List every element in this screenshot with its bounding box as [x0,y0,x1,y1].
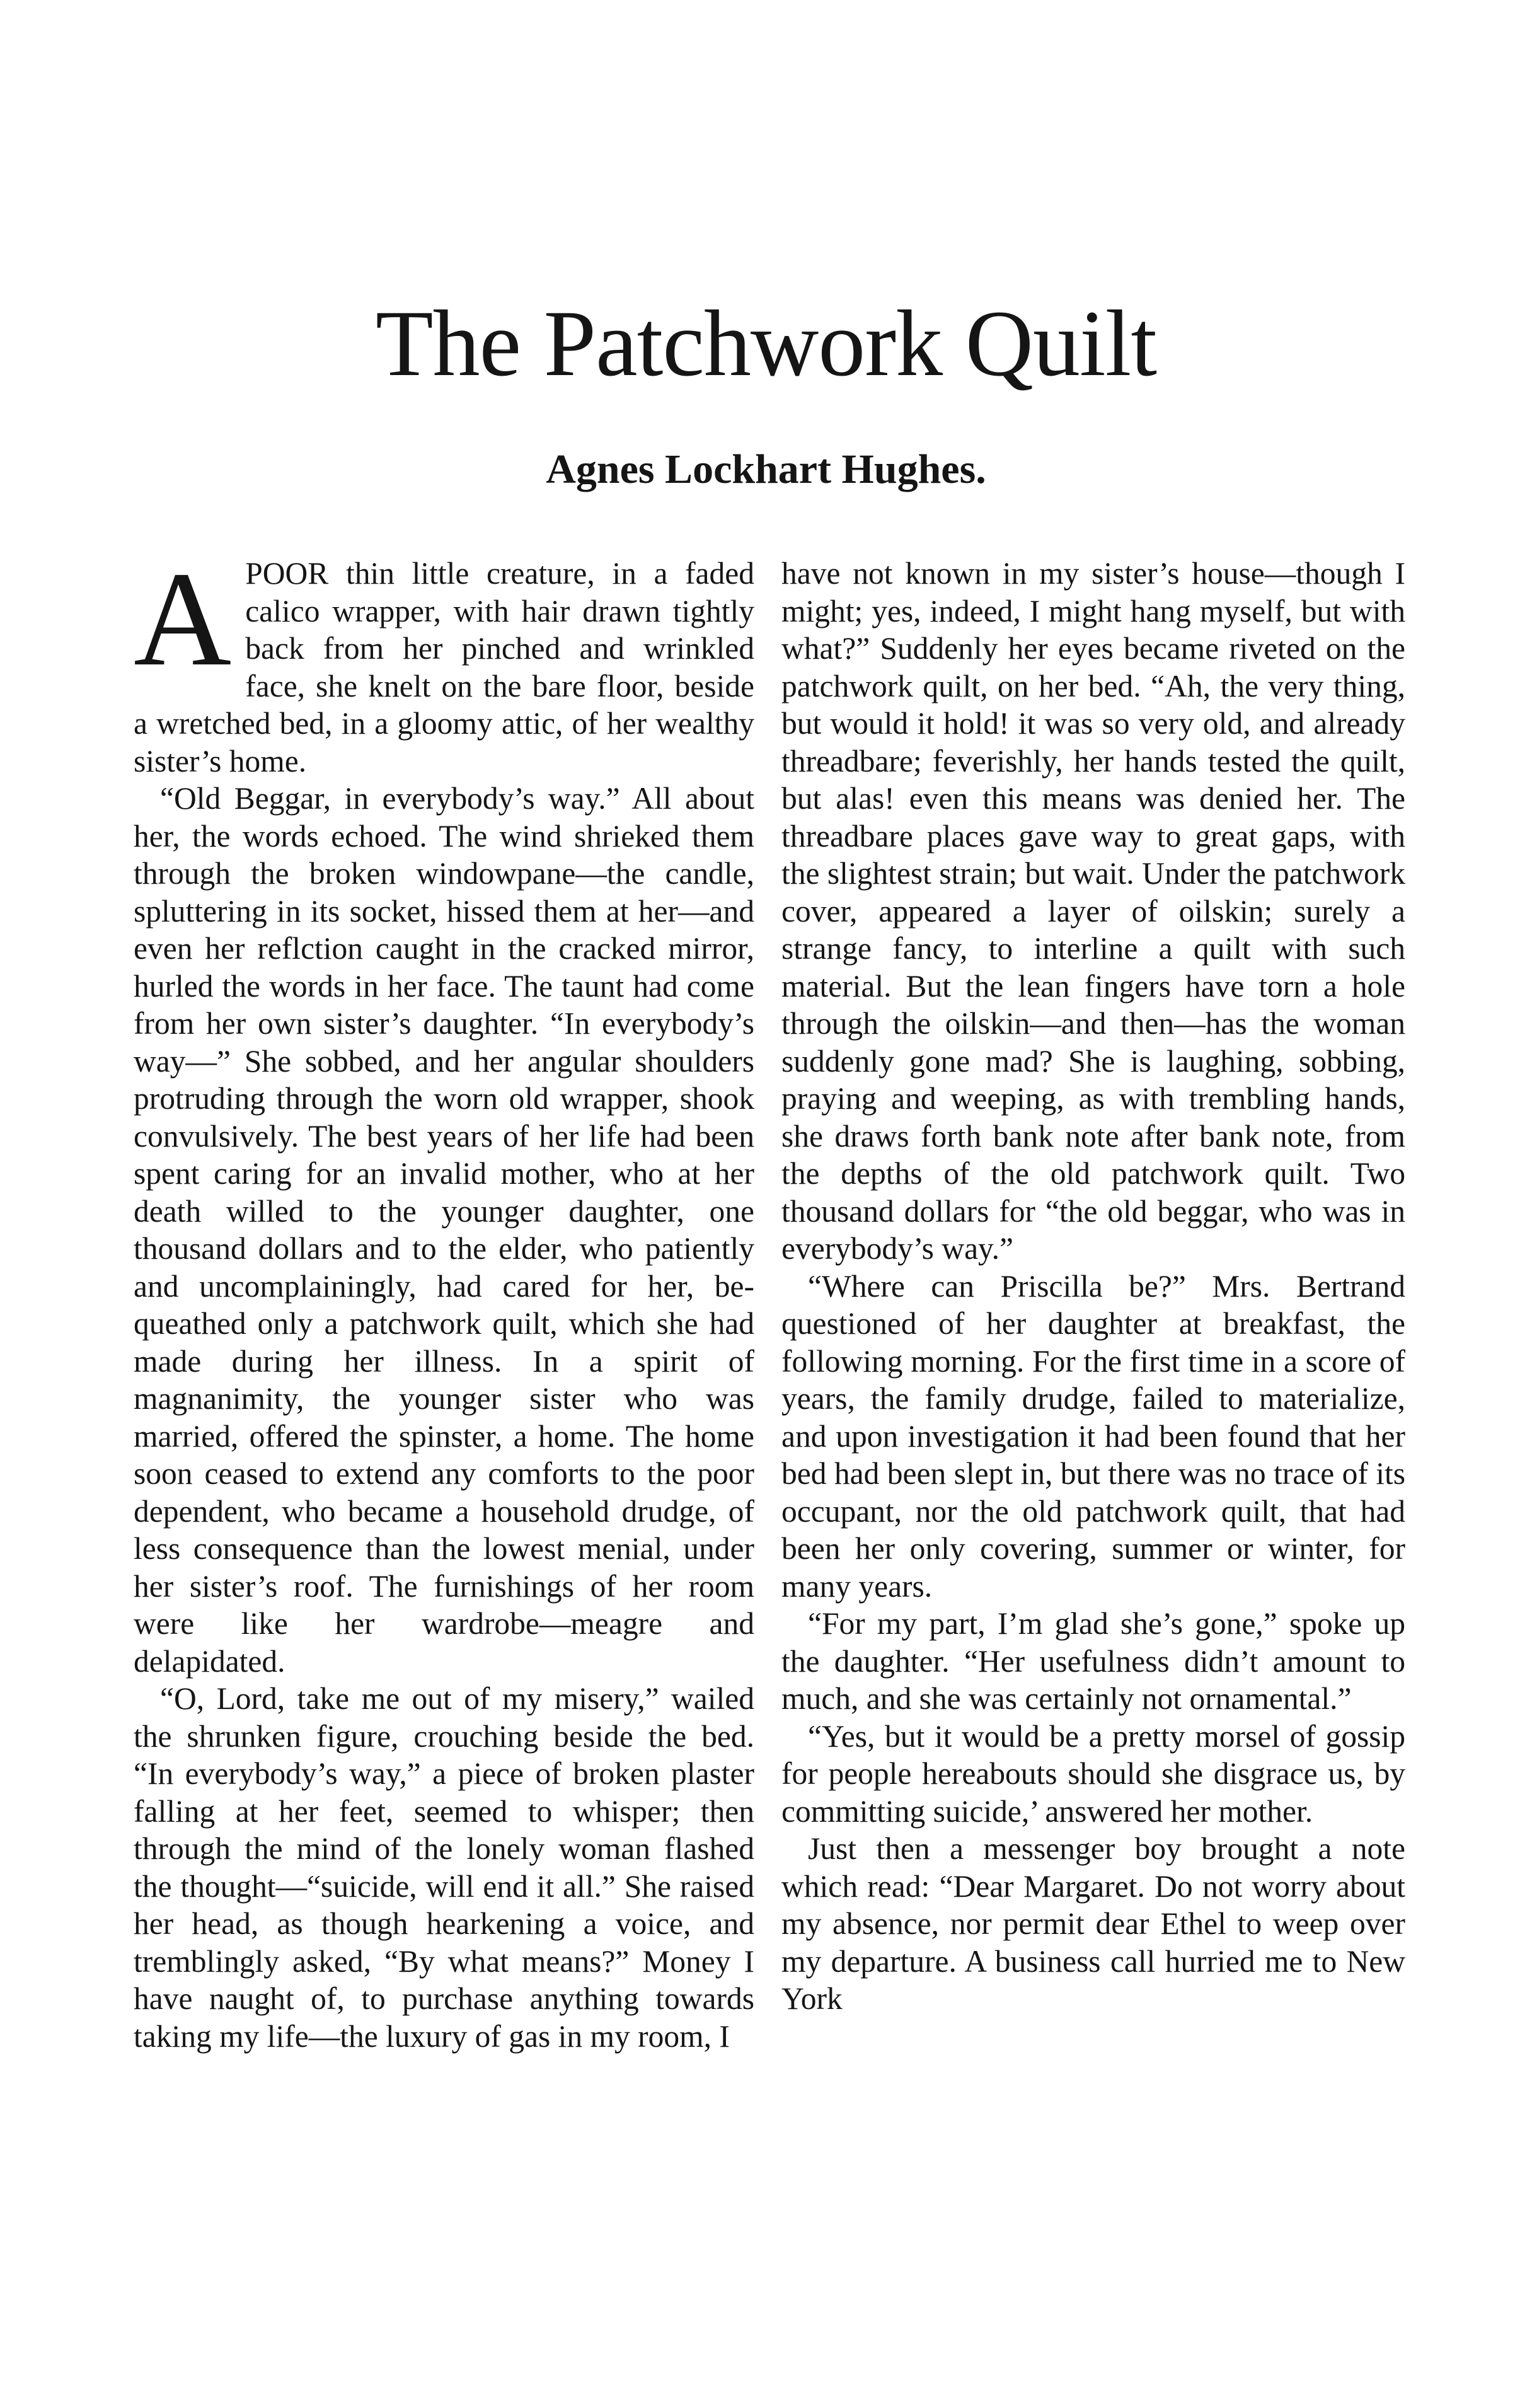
paragraph-7: Just then a messenger boy brought a note which read: “Dear Margaret. Do not worry about my absence, nor permit dear Ethel to weep over my departure. A business call hurried me to New York [781,1831,1405,2016]
paragraph-1 [134,543,754,780]
paragraph-5: “For my part, I’m glad she’s gone,” spoke up the daughter. “Her usefulness didn’t amount to much, and she was certainly not ornamental.” [781,1606,1405,1716]
paragraph-1-text: POOR thin little creature, in a faded calico wrapper, with hair drawn tightly back from her pinched and wrinkled face, she knelt on the bare floor, beside a wretched bed, in a gloomy attic, of her wealthy sister’s home. [134,556,754,779]
article-author: Agnes Lockhart Hughes. [546,446,986,492]
paragraph-3-continued: have not known in my sister’s house—though I might; yes, indeed, I might hang myself, but with what?” Suddenly her eyes became riveted on the patchwork quilt, on her bed. “Ah, the very thing, but would it hold! it was so very old, and already threadbare; feverishly, her hands tested the quilt, but alas! even this means was denied her. The threadbare places gave way to great gaps, with the slightest strain; but wait. Under the patchwork cover, appeared a layer of oilskin; surely a strange fancy, to interline a quilt with such material. But the lean fingers have torn a hole through the oilskin—and then—has the woman suddenly gone mad? She is laughing, sobbing, praying and weeping, as with trembling hands, she draws forth bank note after bank note, from the depths of the old patchwork quilt. Two thousand dollars for “the old beggar, who was in everybody’s way.” [781,556,1405,1266]
paragraph-6: “Yes, but it would be a pretty morsel of gossip for people hereabouts should she disgrace us, by committing suicide,’ answered her mother. [781,1718,1405,1829]
article-title: The Patchwork Quilt [375,291,1157,396]
left-column [134,543,754,2055]
paragraph-3: “O, Lord, take me out of my misery,” wailed the shrunken figure, crouching beside the bed. “In everybody’s way,” a piece of broken plaster falling at her feet, seemed to whisper; then through the mind of the lonely woman flashed the thought—“suicide, will end it all.” She raised her head, as though hearkening a voice, and tremblingly asked, “By what means?” Money I have naught of, to purchase anything towards taking my life—the luxury of gas in my room, I [134,1681,754,2054]
drop-cap: A [134,543,232,694]
paragraph-4: “Where can Priscilla be?” Mrs. Bertrand questioned of her daughter at breakfast, the following morning. For the first time in a score of years, the family drudge, failed to materialize, and upon investigation it had been found that her bed had been slept in, but there was no trace of its occupant, nor the old patchwork quilt, that had been her only covering, summer or winter, for many years. [781,1268,1405,1604]
right-column [781,555,1405,2018]
paragraph-2: “Old Beggar, in everybody’s way.” All about her, the words echoed. The wind shrieked them through the broken windowpane—the candle, spluttering in its socket, hissed them at her—and even her reflction caught in the cracked mirror, hurled the words in her face. The taunt had come from her own sister’s daughter. “In everybody’s way—” She sobbed, and her angular shoulders protruding through the worn old wrapper, shook convulsively. The best years of her life had been spent caring for an invalid mother, who at her death willed to the younger daughter, one thousand dollars and to the elder, who patiently and uncomplainingly, had cared for her, bequeathed only a patchwork quilt, which she had made during her illness. In a spirit of magnanimity, the younger sister who was married, offered the spinster, a home. The home soon ceased to extend any comforts to the poor dependent, who became a household drudge, of less consequence than the lowest menial, under her sister’s roof. The furnishings of her room were like her wardrobe—meagre and delapidated. [134,781,754,1679]
